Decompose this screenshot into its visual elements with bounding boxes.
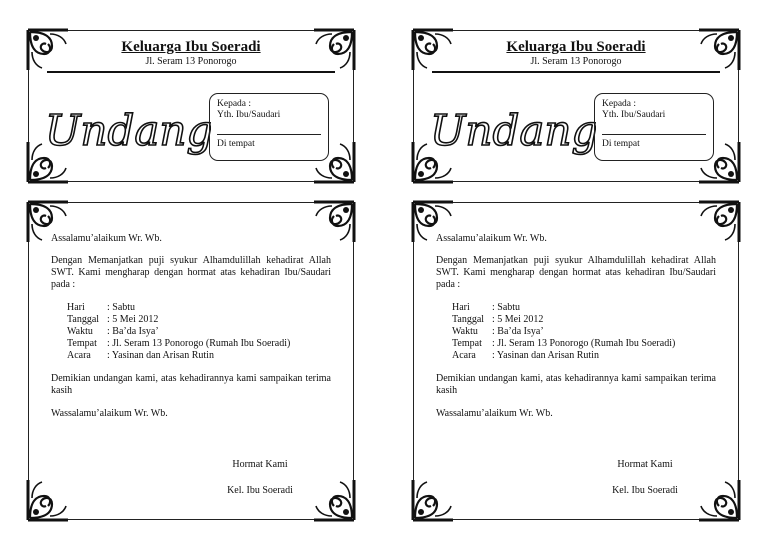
farewell: Wassalamu’alaikum Wr. Wb. [51,408,168,419]
recipient-box [594,93,714,161]
corner-ornament-icon [26,478,70,522]
detail-row: Tempat : Jl. Seram 13 Ponorogo (Rumah Ibu Soeradi) [67,338,291,349]
detail-row: Acara : Yasinan dan Arisan Rutin [67,350,214,361]
greeting: Assalamu’alaikum Wr. Wb. [51,233,162,244]
detail-row: Waktu : Ba’da Isya’ [67,326,159,337]
signature: Kel. Ibu Soeradi [612,485,678,496]
header-divider [47,71,335,73]
to-name: Yth. Ibu/Saudari [602,110,666,120]
family-address: Jl. Seram 13 Ponorogo [145,56,237,67]
recipient-line [602,134,706,135]
family-name: Keluarga Ibu Soeradi [121,39,261,55]
letter-card-left [28,202,354,520]
recipient-box [209,93,329,161]
closing-paragraph: Demikian undangan kami, atas kehadirannya kami sampaikan terima kasih [51,373,331,396]
corner-ornament-icon [312,478,356,522]
letter-body [51,233,331,420]
corner-ornament-icon [697,478,741,522]
family-address: Jl. Seram 13 Ponorogo [530,56,622,67]
detail-row: Hari : Sabtu [67,302,136,313]
regards: Hormat Kami [617,459,673,470]
greeting: Assalamu’alaikum Wr. Wb. [436,233,547,244]
letter-body [436,233,716,420]
invitation-title-text: Undang [45,106,211,155]
detail-row: Acara : Yasinan dan Arisan Rutin [452,350,599,361]
intro-paragraph: Dengan Memanjatkan puji syukur Alhamdulillah kehadirat Allah SWT. Kami mengharap dengan hormat atas kehadiran Ibu/Saudari pada : [51,255,331,290]
recipient-line [217,134,321,135]
event-details [67,302,290,362]
header-divider [432,71,720,73]
invitation-title-text: Undang [430,106,596,155]
corner-ornament-icon [411,478,455,522]
to-label: Kepada : [602,99,637,109]
letter-card-right [413,202,739,520]
regards: Hormat Kami [232,459,288,470]
detail-row: Tanggal : 5 Mei 2012 [67,314,159,325]
detail-row: Hari : Sabtu [452,302,521,313]
invitation-title [426,91,596,171]
invitation-title [41,91,211,171]
envelope-card-left [28,30,354,182]
envelope-card-right [413,30,739,182]
intro-paragraph: Dengan Memanjatkan puji syukur Alhamdulillah kehadirat Allah SWT. Kami mengharap dengan hormat atas kehadiran Ibu/Saudari pada : [436,255,716,290]
to-name: Yth. Ibu/Saudari [217,110,281,120]
detail-row: Tanggal : 5 Mei 2012 [452,314,544,325]
detail-row: Waktu : Ba’da Isya’ [452,326,544,337]
event-details [452,302,675,362]
family-name: Keluarga Ibu Soeradi [506,39,646,55]
closing-paragraph: Demikian undangan kami, atas kehadirannya kami sampaikan terima kasih [436,373,716,396]
place-label: Di tempat [602,139,640,149]
to-label: Kepada : [217,99,252,109]
farewell: Wassalamu’alaikum Wr. Wb. [436,408,553,419]
detail-row: Tempat : Jl. Seram 13 Ponorogo (Rumah Ibu Soeradi) [452,338,676,349]
signature: Kel. Ibu Soeradi [227,485,293,496]
place-label: Di tempat [217,139,255,149]
